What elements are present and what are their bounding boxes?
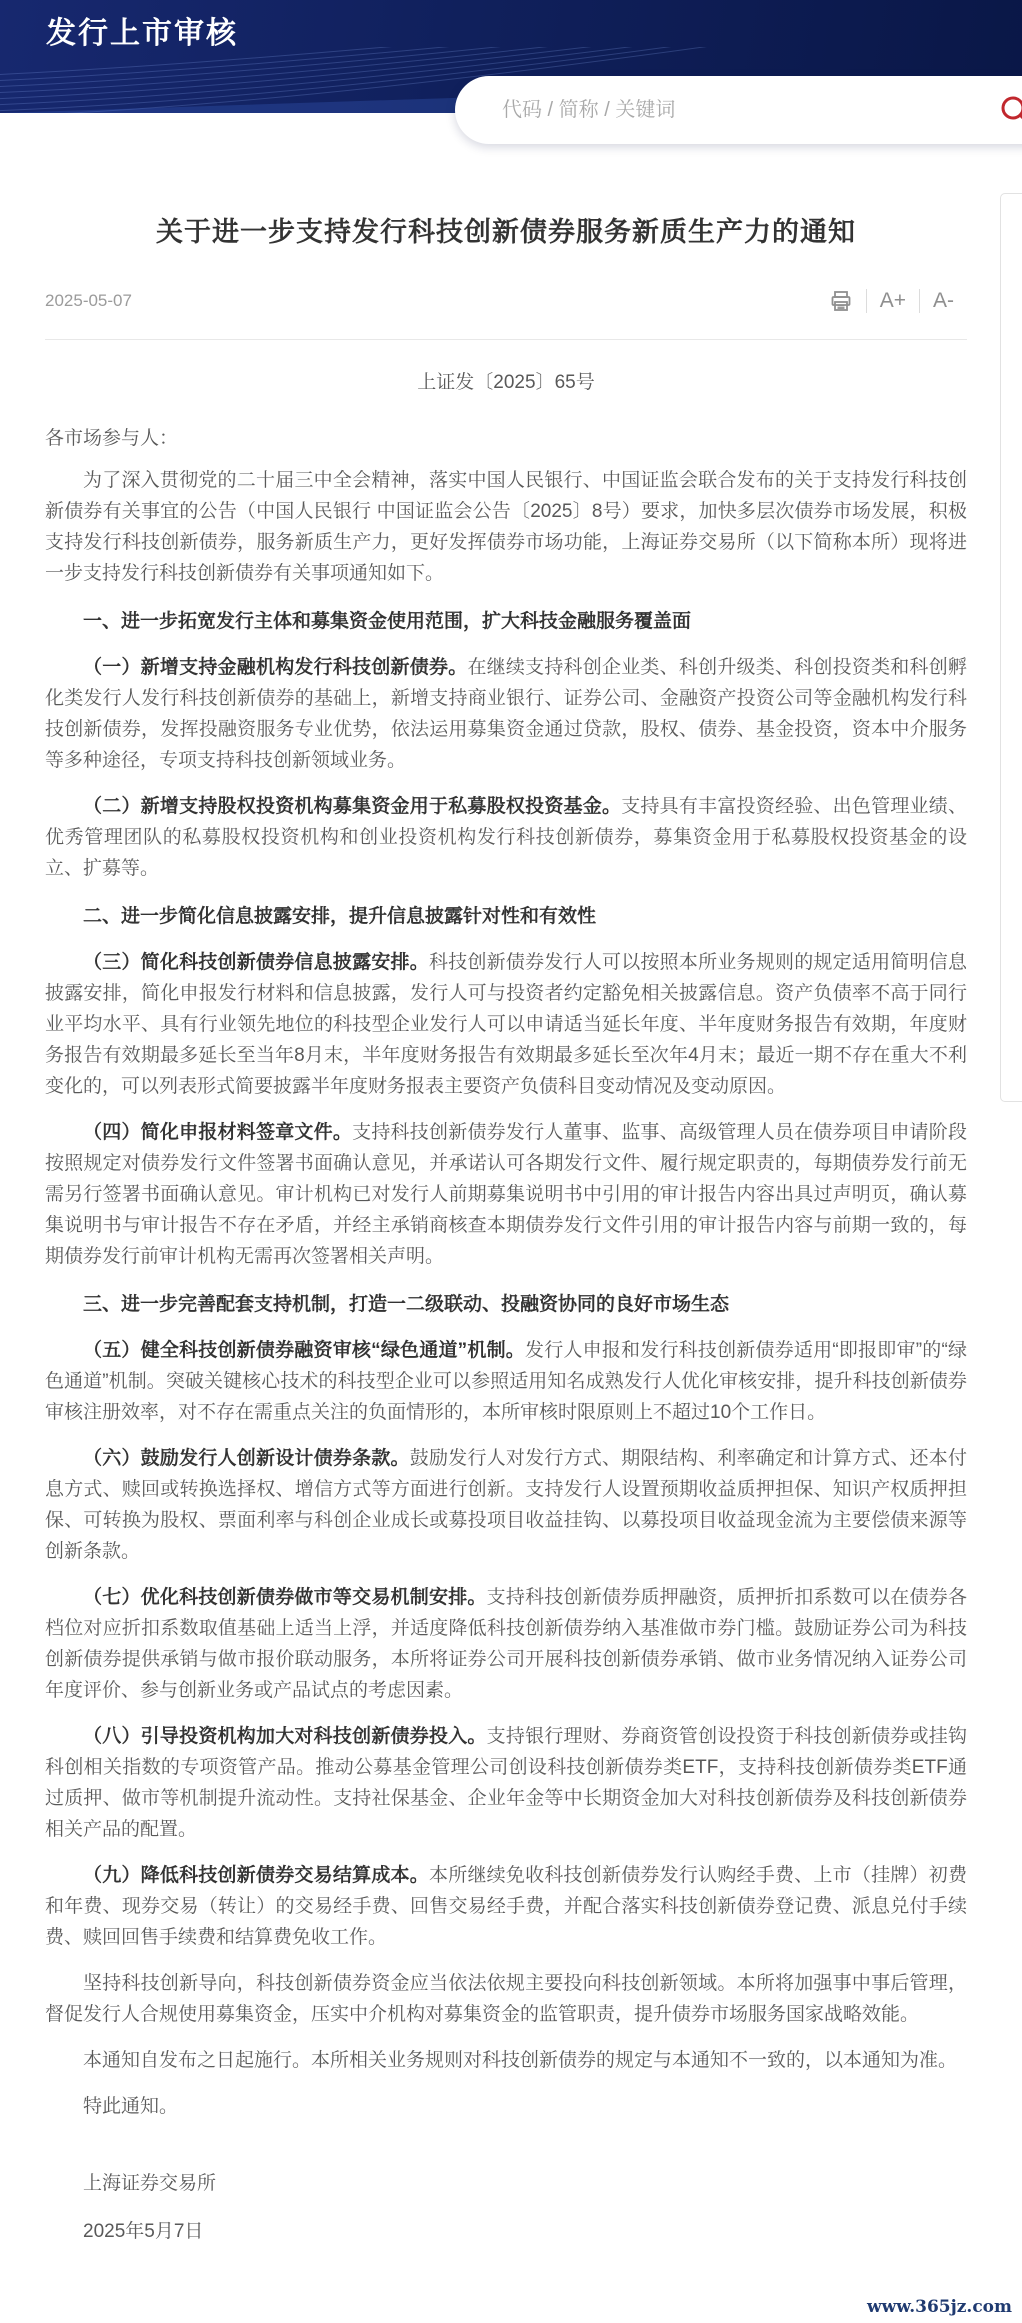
paragraph: 为了深入贯彻党的二十届三中全会精神，落实中国人民银行、中国证监会联合发布的关于支持发行科技创新债券有关事宜的公告（中国人民银行 中国证监会公告〔2025〕8号）要求，加快多层次债券市场发展，积极支持发行科技创新债券，服务新质生产力，更好发挥债券市场功能，上海证券交易所（以下简称本所）现将进一步支持发行科技创新债券有关事项通知如下。 — [45, 470, 967, 584]
signature-date: 2025年5月7日 — [83, 2221, 204, 2242]
paragraph — [45, 1335, 967, 1428]
paragraph-lead: （一）新增支持金融机构发行科技创新债券。 — [83, 657, 468, 678]
paragraph: 本通知自发布之日起施行。本所相关业务规则对科技创新债券的规定与本通知不一致的，以本通知为准。 — [83, 2050, 958, 2071]
paragraph-text: 鼓励发行人对发行方式、期限结构、利率确定和计算方式、还本付息方式、赎回或转换选择权、增信方式等方面进行创新。支持发行人设置预期收益质押担保、知识产权质押担保、可转换为股权、票面利率与科创企业成长或募投项目收益挂钩、以募投项目收益现金流为主要偿债来源等创新条款。 — [45, 1448, 967, 1562]
signature-org: 上海证券交易所 — [83, 2173, 217, 2194]
paragraph — [45, 947, 967, 1102]
article-toolbar — [816, 287, 967, 315]
article — [0, 113, 1022, 2243]
search-icon[interactable] — [1000, 95, 1022, 125]
paragraph — [45, 1443, 967, 1567]
font-increase-button[interactable]: A+ — [879, 289, 906, 312]
paragraph-text: 支持科技创新债券质押融资，质押折扣系数可以在债券各档位对应折扣系数取值基础上适当上浮，并适度降低科技创新债券纳入基准做市券门槛。鼓励证券公司为科技创新债券提供承销与做市报价联动服务，本所将证券公司开展科技创新债券承销、做市业务情况纳入证券公司年度评价、参与创新业务或产品试点的考虑因素。 — [45, 1587, 967, 1701]
paragraph-lead: （二）新增支持股权投资机构募集资金用于私募股权投资基金。 — [83, 796, 622, 817]
divider — [45, 339, 967, 340]
search-bar[interactable] — [455, 76, 1022, 144]
article-title: 关于进一步支持发行科技创新债券服务新质生产力的通知 — [156, 217, 856, 247]
paragraph-text: 本所继续免收科技创新债券发行认购经手费、上市（挂牌）初费和年费、现券交易（转让）的交易经手费、回售交易经手费，并配合落实科技创新债券登记费、派息兑付手续费、赎回回售手续费和结算费免收工作。 — [45, 1865, 967, 1948]
paragraph: 特此通知。 — [83, 2096, 179, 2117]
paragraph-lead: （六）鼓励发行人创新设计债券条款。 — [83, 1448, 410, 1469]
paragraph — [45, 791, 967, 884]
paragraph-lead: （七）优化科技创新债券做市等交易机制安排。 — [83, 1587, 487, 1608]
printer-icon — [829, 289, 853, 313]
paragraph — [45, 1582, 967, 1706]
paragraph-text: 科技创新债券发行人可以按照本所业务规则的规定适用简明信息披露安排，简化申报发行材料和信息披露，发行人可与投资者约定豁免相关披露信息。资产负债率不高于同行业平均水平、具有行业领先地位的科技型企业发行人可以申请适当延长年度、半年度财务报告有效期，年度财务报告有效期最多延长至当年8月末，半年度财务报告有效期最多延长至次年4月末；最近一期不存在重大不利变化的，可以列表形式简要披露半年度财务报表主要资产负债科目变动情况及变动原因。 — [45, 952, 967, 1097]
paragraph-lead: （三）简化科技创新债券信息披露安排。 — [83, 952, 429, 973]
watermark: www.365jz.com — [867, 2297, 1012, 2317]
paragraph-text: 在继续支持科创企业类、科创升级类、科创投资类和科创孵化类发行人发行科技创新债券的基础上，新增支持商业银行、证券公司、金融资产投资公司等金融机构发行科技创新债券，发挥投融资服务专业优势，依法运用募集资金通过贷款，股权、债券、基金投资，资本中介服务等多种途径，专项支持科技创新领域业务。 — [45, 657, 967, 771]
paragraph-text: 支持具有丰富投资经验、出色管理业绩、优秀管理团队的私募股权投资机构和创业投资机构发行科技创新债券，募集资金用于私募股权投资基金的设立、扩募等。 — [45, 796, 967, 879]
font-decrease-button[interactable]: A- — [933, 289, 954, 312]
paragraph-text: 支持银行理财、券商资管创设投资于科技创新债券或挂钩科创相关指数的专项资管产品。推动公募基金管理公司创设科技创新债券类ETF，支持科技创新债券类ETF通过质押、做市等机制提升流动性。支持社保基金、企业年金等中长期资金加大对科技创新债券及科技创新债券相关产品的配置。 — [45, 1726, 967, 1840]
signature-block — [45, 2168, 967, 2243]
paragraph-text: 支持科技创新债券发行人董事、监事、高级管理人员在债券项目申请阶段按照规定对债券发行文件签署书面确认意见，并承诺认可各期发行文件、履行规定职责的，每期债券发行前无需另行签署书面确认意见。审计机构已对发行人前期募集说明书中引用的审计报告内容出具过声明页，确认募集说明书与审计报告不存在矛盾，并经主承销商核查本期债券发行文件引用的审计报告内容与前期一致的，每期债券发行前审计机构无需再次签署相关声明。 — [45, 1122, 967, 1267]
doc-number: 上证发〔2025〕65号 — [417, 372, 595, 393]
paragraph-lead: （五）健全科技创新债券融资审核“绿色通道”机制。 — [83, 1340, 526, 1361]
section-heading: 一、进一步拓宽发行主体和募集资金使用范围，扩大科技金融服务覆盖面 — [83, 611, 692, 632]
paragraph: 坚持科技创新导向，科技创新债券资金应当依法依规主要投向科技创新领域。本所将加强事中事后管理，督促发行人合规使用募集资金，压实中介机构对募集资金的监管职责，提升债券市场服务国家战略效能。 — [45, 1973, 967, 2025]
salutation: 各市场参与人： — [45, 428, 179, 449]
paragraph — [45, 1117, 967, 1272]
print-button[interactable] — [816, 289, 866, 313]
paragraph — [45, 652, 967, 776]
article-meta-row — [45, 287, 967, 315]
section-heading: 二、进一步简化信息披露安排，提升信息披露针对性和有效性 — [83, 906, 597, 927]
article-date: 2025-05-07 — [45, 291, 132, 310]
page-title: 发行上市审核 — [46, 17, 238, 50]
paragraph-lead: （八）引导投资机构加大对科技创新债券投入。 — [83, 1726, 487, 1747]
paragraph — [45, 1860, 967, 1953]
paragraph-lead: （四）简化申报材料签章文件。 — [83, 1122, 353, 1143]
paragraph-lead: （九）降低科技创新债券交易结算成本。 — [83, 1865, 429, 1886]
paragraph — [45, 1721, 967, 1845]
section-heading: 三、进一步完善配套支持机制，打造一二级联动、投融资协同的良好市场生态 — [83, 1294, 730, 1315]
paragraph-text: 发行人申报和发行科技创新债券适用“即报即审”的“绿色通道”机制。突破关键核心技术的科技型企业可以参照适用知名成熟发行人优化审核安排，提升科技创新债券审核注册效率，对不存在需重点关注的负面情形的，本所审核时限原则上不超过10个工作日。 — [45, 1340, 967, 1423]
search-input[interactable] — [500, 98, 934, 123]
article-paragraphs — [45, 465, 967, 2122]
